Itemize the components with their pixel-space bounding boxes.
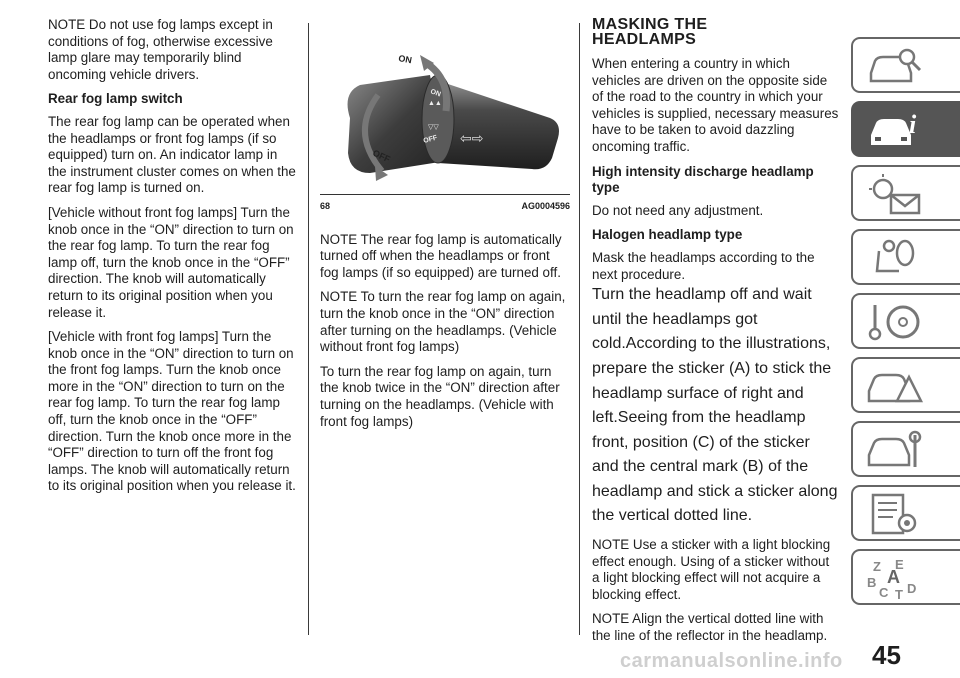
heading-rear-fog-switch: Rear fog lamp switch [48, 91, 183, 107]
car-search-icon [865, 45, 925, 87]
figure-code: AG0004596 [521, 201, 570, 211]
paragraph-turn-on-twice: To turn the rear fog lamp on again, turn the knob twice in the “ON” direction after turning on the headlamps. (Vehicle with front fog lamps) [320, 363, 560, 429]
note-light-blocking: NOTE Use a sticker with a light blocking effect enough. Using of a sticker without a light blocking effect will not acquire a blocking effect. [592, 537, 831, 602]
index-letter: E [895, 557, 904, 572]
index-letter: B [867, 575, 877, 590]
paragraph-sticker-procedure: Turn the headlamp off and wait until the headlamps got cold.According to the illustrations, prepare the sticker (A) to stick the headlamp surface of right and left.Seeing from the headlamp front, position (C) of the sticker and the central mark (B) of the headlamp and stick a sticker along the vertical dotted line. [592, 286, 838, 525]
note-auto-off: NOTE The rear fog lamp is automatically turned off when the headlamps or front fog lamps (if so equipped) are turned off. [320, 231, 562, 280]
tab-technical-data[interactable] [851, 485, 960, 541]
paragraph-entering-country: When entering a country in which vehicles are driven on the opposite side of the road to the country in which your vehicles is supplied, necessary measures have to be taken to avoid dazzling oncoming traffic. [592, 56, 839, 154]
key-steering-wheel-icon [865, 301, 925, 343]
car-wrench-icon [865, 429, 925, 471]
note-turn-on-again: NOTE To turn the rear fog lamp on again, turn the knob once in the “ON” direction after turning on the headlamps. (Vehicle without front fog lamps) [320, 289, 566, 355]
heading-halogen-type: Halogen headlamp type [592, 227, 743, 243]
paragraph-rear-fog-operation: The rear fog lamp can be operated when the headlamps or front fog lamps (if so equipped) turn on. An indicator lamp in the instrument cluster comes on when the rear fog lamp is turned on. [48, 113, 296, 196]
knob-label-off: OFF [422, 134, 439, 145]
tab-maintenance[interactable] [851, 421, 960, 477]
column-divider [308, 23, 309, 635]
alphabet-index-icon [865, 557, 925, 599]
index-letter: T [895, 587, 903, 599]
car-warning-triangle-icon [865, 365, 925, 407]
paragraph-without-front-fog: [Vehicle without front fog lamps] Turn the knob once in the “ON” direction to turn on the rear fog lamp. To turn the rear fog lamp off, turn the knob once in the “OFF” direction. The knob will automatically return to its original position when you release it. [48, 204, 294, 320]
heading-line-2: HEADLAMPS [592, 31, 697, 48]
tab-index[interactable] [851, 549, 960, 605]
index-letter: Z [873, 559, 881, 574]
label-off: OFF [371, 147, 392, 165]
figure-number: 68 [320, 201, 331, 211]
watermark: carmanualsonline.info [620, 650, 843, 672]
fog-knob-illustration [320, 23, 570, 194]
car-info-icon [865, 109, 925, 151]
tab-getting-to-know-info[interactable] [851, 101, 960, 157]
airbag-seat-icon [865, 237, 925, 279]
index-letter: A [887, 567, 900, 587]
tab-starting-driving[interactable] [851, 293, 960, 349]
chapter-tabs [851, 37, 960, 613]
column-1 [48, 17, 298, 503]
fog-lamp-knob-figure [320, 23, 570, 194]
svg-text:⇦⇨: ⇦⇨ [460, 130, 484, 146]
warning-lights-icon [865, 173, 925, 215]
note-fog-glare: NOTE Do not use fog lamps except in conditions of fog, otherwise excessive lamp glare may temporarily blind oncoming vehicle drivers. [48, 17, 273, 82]
knob-label-on: ON [429, 88, 442, 99]
tab-warning-lights[interactable] [851, 165, 960, 221]
column-2 [320, 23, 570, 438]
heading-line-1: MASKING THE [592, 16, 708, 33]
svg-text:i: i [909, 110, 917, 139]
tab-getting-to-know[interactable] [851, 37, 960, 93]
heading-masking-headlamps [592, 17, 840, 47]
column-divider [579, 23, 580, 635]
tab-safety[interactable] [851, 229, 960, 285]
note-align-dotted-line: NOTE Align the vertical dotted line with the line of the reflector in the headlamp. [592, 611, 828, 644]
svg-text:▽▽: ▽▽ [428, 124, 439, 131]
paragraph-with-front-fog: [Vehicle with front fog lamps] Turn the knob once in the “ON” direction to turn on the front fog lamps. Turn the knob once more in the “ON” direction to turn on the rear fog lamp. To turn the rear fog lamp off, turn the knob once in the “OFF” direction. Turn the knob once more in the “OFF” direction to turn off the front fog lamps. The knob will automatically return to its original position when you release it. [48, 329, 296, 494]
column-3 [592, 17, 840, 653]
spec-sheet-gear-icon [865, 493, 925, 535]
heading-hid-type: High intensity discharge headlamp type [592, 163, 814, 196]
svg-text:▲▲: ▲▲ [428, 100, 442, 107]
index-letter: C [879, 585, 889, 599]
paragraph-mask-procedure: Mask the headlamps according to the next procedure. [592, 249, 815, 282]
label-on: ON [397, 53, 413, 66]
figure-caption [320, 194, 570, 215]
index-letter: D [907, 581, 917, 596]
paragraph-no-adjustment: Do not need any adjustment. [592, 202, 764, 218]
tab-emergency[interactable] [851, 357, 960, 413]
page-number: 45 [872, 640, 901, 670]
